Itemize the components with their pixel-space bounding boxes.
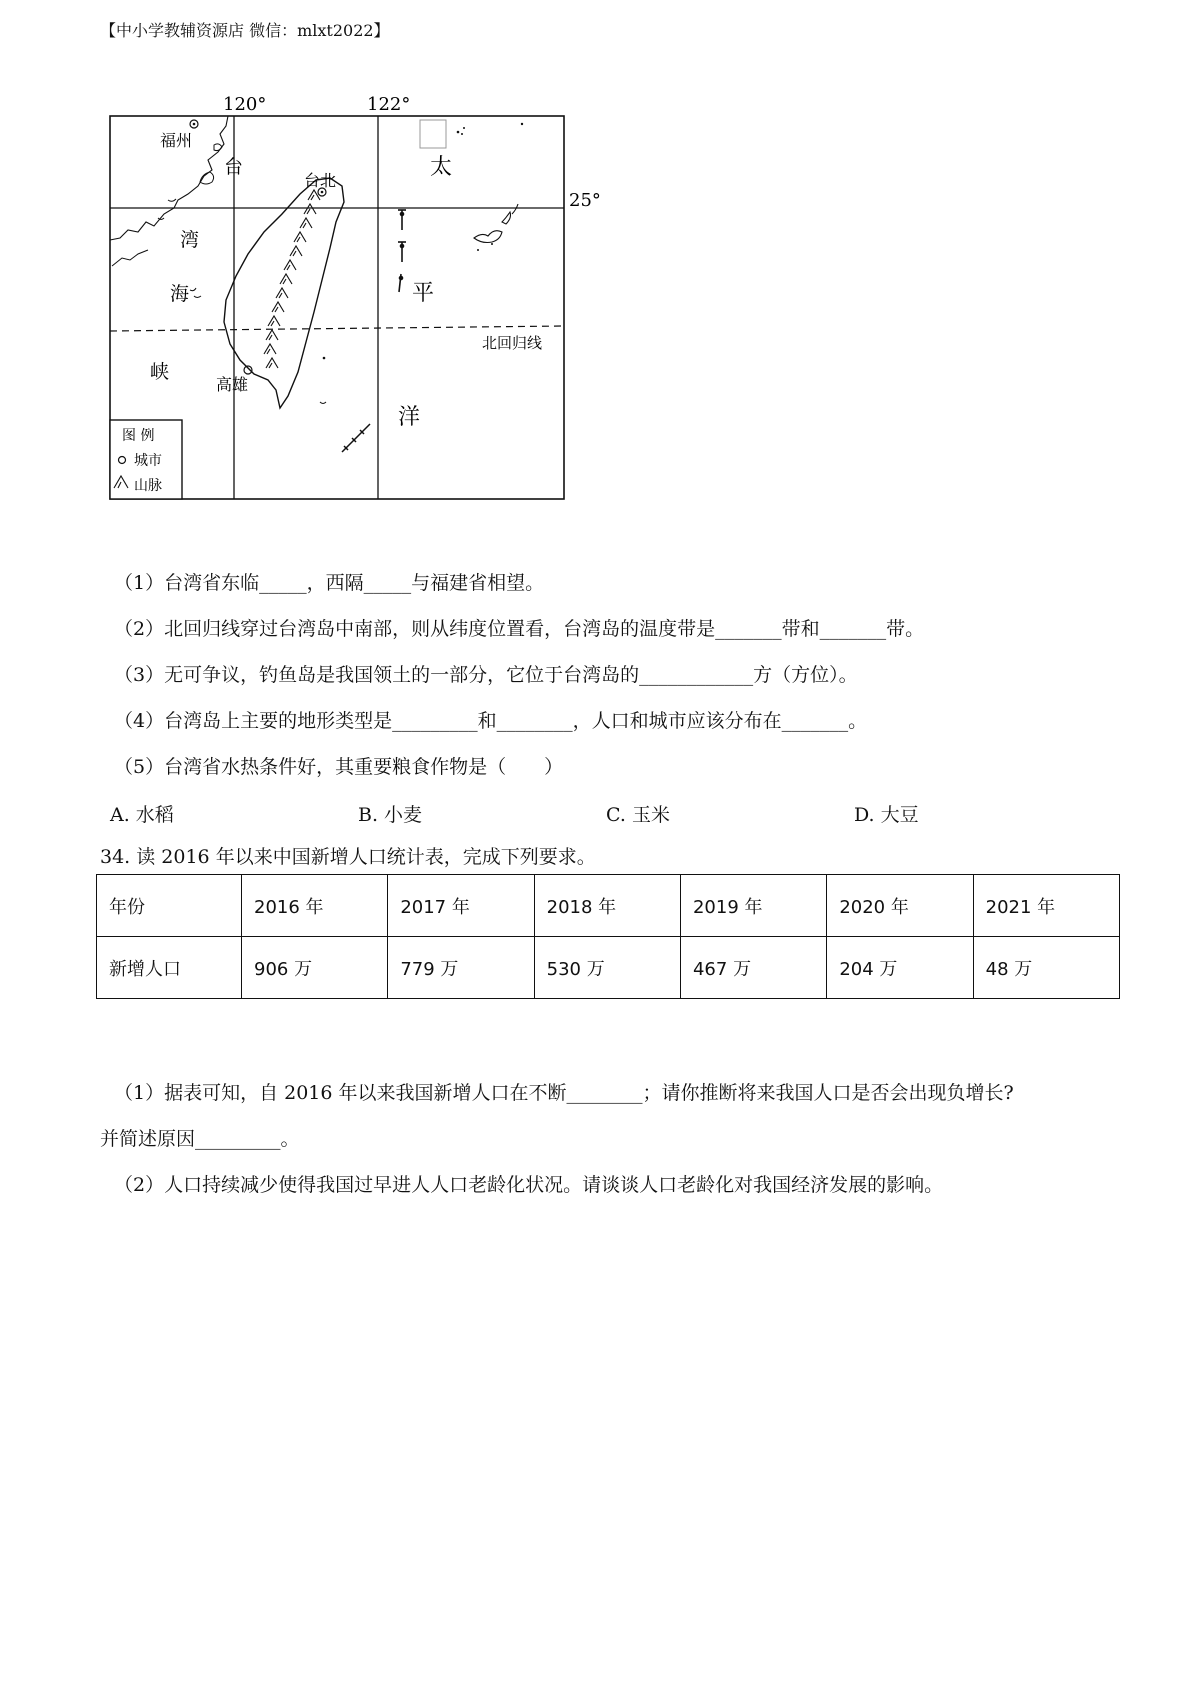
city-fuzhou-dot [193,123,196,126]
city-fuzhou: 福州 [160,131,193,150]
legend-mountain-label: 山脉 [134,478,162,494]
table-cell: 530 万 [534,937,680,999]
fujian-coastline-2 [112,250,148,266]
tropic-of-cancer-line [110,326,564,331]
diaoyu-inset [420,120,446,148]
question-34-sub1-line1: （1）据表可知，自 2016 年以来我国新增人口在不断________；请你推断将来我国人口是否会出现负增长? [114,1082,1014,1104]
ocean-char-1: 太 [430,155,453,180]
table-cell: 48 万 [973,937,1119,999]
question-3: （3）无可争议，钓鱼岛是我国领土的一部分，它位于台湾岛的____________方（方位）。 [114,664,858,686]
table-cell: 204 万 [827,937,973,999]
question-34-sub2: （2）人口持续减少使得我国过早进人人口老龄化状况。请谈谈人口老龄化对我国经济发展的影响。 [114,1174,944,1196]
option-c: C. 玉米 [606,804,670,826]
table-cell: 2017 年 [388,875,534,937]
tropic-label: 北回归线 [482,334,543,352]
taiwan-island [224,178,344,408]
question-1: （1）台湾省东临_____，西隔_____与福建省相望。 [114,572,545,594]
maritime-boundary-marks [398,210,406,292]
option-b: B. 小麦 [358,804,423,826]
lat-label-25: 25° [569,190,601,211]
table-cell: 2021 年 [973,875,1119,937]
strait-char-4: 峡 [150,361,170,383]
table-cell: 2018 年 [534,875,680,937]
option-d: D. 大豆 [854,804,919,826]
page-header: 【中小学教辅资源店 微信：mlxt2022】 [100,21,390,40]
table-row [97,937,1120,999]
maritime-boundary-southeast [342,424,370,452]
city-taipei-dot [321,191,324,194]
population-table [96,874,1120,999]
city-kaohsiung: 高雄 [216,375,249,394]
legend-city-label: 城市 [134,453,162,469]
legend-title: 图 例 [122,428,155,444]
table-cell: 新增人口 [97,937,242,999]
table-cell: 2020 年 [827,875,973,937]
question-5: （5）台湾省水热条件好，其重要粮食作物是（ ） [114,756,564,778]
question-2: （2）北回归线穿过台湾岛中南部，则从纬度位置看，台湾岛的温度带是_______带和_______带。 [114,618,925,640]
ryukyu-islands [474,204,518,243]
strait-char-2: 湾 [180,229,200,251]
table-cell: 年份 [97,875,242,937]
table-row [97,875,1120,937]
strait-char-1: 台 [224,156,244,178]
penghu-islands [190,288,201,298]
taiwan-map [108,90,601,510]
city-taipei: 台北 [304,171,337,190]
table-cell: 467 万 [680,937,826,999]
table-cell: 779 万 [388,937,534,999]
table-cell: 906 万 [242,937,388,999]
question-4: （4）台湾岛上主要的地形类型是_________和________，人口和城市应该分布在_______。 [114,710,868,732]
question-34-title: 34. 读 2016 年以来中国新增人口统计表，完成下列要求。 [100,846,596,868]
lon-label-122: 122° [367,94,411,115]
table-cell: 2019 年 [680,875,826,937]
mountain-range [264,190,320,368]
question-34-sub1-line2: 并简述原因_________。 [100,1128,300,1150]
ocean-char-3: 洋 [398,405,421,430]
lon-label-120: 120° [223,94,267,115]
table-cell: 2016 年 [242,875,388,937]
option-a: A. 水稻 [110,804,174,826]
ocean-char-2: 平 [412,281,435,306]
strait-char-3: 海 [170,283,190,305]
